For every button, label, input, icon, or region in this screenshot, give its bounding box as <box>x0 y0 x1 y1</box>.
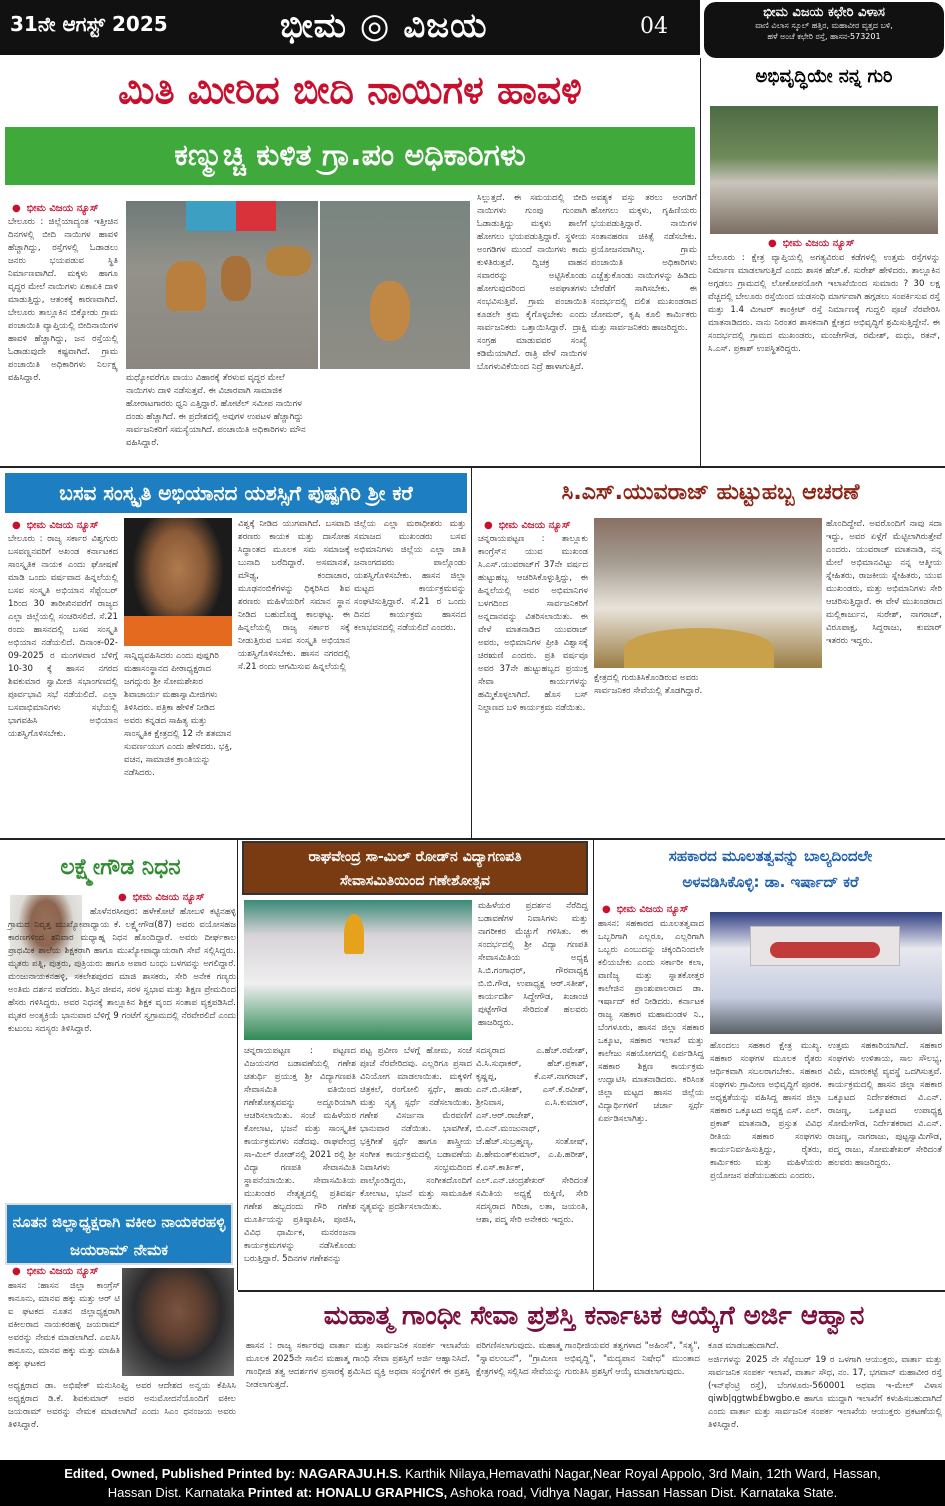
column-divider <box>700 58 701 466</box>
article-body: ಬೇಲೂರು : ಕ್ಷೇತ್ರ ವ್ಯಾಪ್ತಿಯಲ್ಲಿ ಅಗತ್ಯವಿರುವ ಕಡೆಗಳಲ್ಲಿ ಉತ್ತಮ ರಸ್ತೆಗಳನ್ನು ನಿರ್ಮಾಣ ಮಾಡಲಾಗುತ್ತಿದೆ ಎಂದು ಶಾಸಕ ಹೆಚ್.ಕೆ. ಸುರೇಶ್ ಹೇಳಿದರು. ತಾಲ್ಲೂಕಿನ ಅಗ್ಗಡಲು ಗ್ರಾಮದಲ್ಲಿ ಲೋಕೋಪಯೋಗಿ ಇಲಾಖೆಯಿಂದ ಸುಮಾರು ? 30 ಲಕ್ಷ ವೆಚ್ಚದಲ್ಲಿ ಬೇಲೂರು ರಸ್ತೆಯಿಂದ ಯಡಸಂಧಿ ಮಾರ್ಗವಾಗಿ ಹಗ್ಗಡಲು ಸಂಪರ್ಕಿಸುವ ರಸ್ತೆ ಮತ್ತು 1.4 ಮೀಟರ್ ಕಾಂಕ್ರೀಟ್ ರಸ್ತೆ ನಿರ್ಮಾಣಕ್ಕೆ ಗುದ್ದಲಿ ಪೂಜೆ ನೆರವೇರಿಸಿ ಮಾತನಾಡಿದರು. ನಾನು ನಿರಂತರ ಶಾಸಕನಾಗಿ ಕ್ಷೇತ್ರದ ಅಭಿವೃದ್ಧಿಗೆ ಶ್ರಮಿಸುತ್ತಿದ್ದೇನೆ. ಈ ಸಂದರ್ಭದಲ್ಲಿ ಗ್ರಾಮದ ಮುಖಂಡರು, ಮಂಜೇಗೌಡ, ರಮೇಶ್, ಮಧು, ರತನ್, ಸಿ.ಎಸ್. ಪ್ರಕಾಶ್ ಉಪಸ್ಥಿತರಿದ್ದರು. <box>708 253 940 354</box>
article-body: ಅರ್ಜಿಗಳನ್ನು 2025 ನೇ ಸೆಪ್ಟೆಂಬರ್ 19 ರ ಒಳಗಾಗಿ ಆಯುಕ್ತರು, ವಾರ್ತಾ ಮತ್ತು ಸಾರ್ವಜನಿಕ ಸಂಪರ್ಕ ಇಲಾಖೆ, ವಾರ್ತಾ ಸೌಧ, ನಂ. 17, ಭಗವಾನ್ ಮಹಾವೀರ ರಸ್ತೆ (ಇನ್‌ಫೆಂಟ್ರಿ ರಸ್ತೆ), ಬೆಂಗಳೂರು-560001 ಅಥವಾ ಇ-ಮೇಲ್ ವಿಳಾಸ qiwb|qgtwb£bwgbo.e ಹಾಗೂ ಮುದ್ದಾಗಿ ಇಲಾಖೆಗೆ ಕಳುಹಿಸಬಹುದಾಗಿದೆ ಎಂದು ವಾರ್ತಾ ಮತ್ತು ಸಾರ್ವಜನಿಕ ಸಂಪರ್ಕ ಇಲಾಖೆಯ ಆಯುಕ್ತರು ಪ್ರಕಟಣೆಯಲ್ಲಿ ತಿಳಿಸಿದ್ದಾರೆ. <box>708 1355 942 1430</box>
article-caption: ಮಧ್ಯೋವರೆಗೂ ವಾಯು ವಿಹಾರಕ್ಕೆ ತೆರಳುವ ವೃದ್ಧರ ಮೇಲೆ ನಾಯಿಗಳು ದಾಳಿ ನಡೆಸುತ್ತವೆ. ಈ ವಿಚಾರವಾಗಿ ಸಾಮಾಜಿಕ ಹೋರಾಟಗಾರರು ಧ್ವನಿ ಎತ್ತಿದ್ದಾರೆ. ಹೋಟೆಲ್ ಸಮೀಪ ನಾಯಿಗಳ ದಂಡು ಹೆಚ್ಚಾಗಿದೆ. ಈ ಪ್ರದೇಶದಲ್ಲಿ ಅವುಗಳ ಉಪಟಳ ಹೆಚ್ಚಾಗಿದ್ದು ಸಾರ್ವಜನಿಕರಿಗೆ ಸಮಸ್ಯೆಯಾಗಿದೆ. ಪಂಚಾಯಿತಿ ಅಧಿಕಾರಿಗಳು ಮೌನ ವಹಿಸಿದ್ದಾರೆ. <box>126 373 306 448</box>
article-body: ಅಧ್ಯಕ್ಷರಾದ ಡಾ. ಅಭಿಷೇಕ್ ಮನುಸಿಂಘ್ವಿ ಅವರ ಆದೇಶದ ಅನ್ವಯ ಕೆಪಿಸಿಸಿ ಅಧ್ಯಕ್ಷರಾದ ಡಿ.ಕೆ. ಶಿವಕುಮಾರ್ ಅವರ ಅನುಮೋದನೆಯೊಂದಿಗೆ ವಕೀಲ ಜಯರಾಮ್ ಅವರನ್ನು ನೇಮಕ ಮಾಡಲಾಗಿದೆ ಎಂದು ಸಿಎಂ ಧನಂಜಯ ಅವರು ತಿಳಿಸಿದ್ದಾರೆ. <box>8 1381 236 1430</box>
ganesha-headline <box>242 841 588 895</box>
imprint-line-2 <box>0 1483 945 1502</box>
food-vessel <box>624 628 774 668</box>
swamiji-photo <box>124 518 232 646</box>
byline: ● ಭೀಮ ವಿಜಯ ನ್ಯೂಸ್ <box>484 520 571 531</box>
article-caption: ಕ್ಷೇತ್ರದಲ್ಲಿ ಗುರುತಿಸಿಕೊಂಡಿರುವ ಅವರು ಸಾರ್ವಜನಿಕರ ಸೇವೆಯಲ್ಲಿ ತೊಡಗಿದ್ದಾರೆ. <box>594 673 703 696</box>
food-distribution-photo <box>594 518 822 668</box>
article-body: ಮಹಿಳೆಯರ ಪ್ರದರ್ಶನ ನೆರೆದಿದ್ದ ಬಡಾವಣೆಗಳ ನಿವಾಸಿಗಳು ಮತ್ತು ನಾಗರೀಕರ ಮೆಚ್ಚುಗೆ ಗಳಿಸಿತು. ಈ ಸಂದರ್ಭದಲ್ಲಿ ಶ್ರೀ ವಿದ್ಯಾ ಗಣಪತಿ ಸೇವಾಸಮಿತಿಯ ಅಧ್ಯಕ್ಷ ಸಿ.ಬಿ.ಗಂಗಾಧರ್, ಗೌರವಾಧ್ಯಕ್ಷ ಬಿ.ಬಿ.ಗೌಡ, ಉಪಾಧ್ಯಕ್ಷ ಆರ್.ಸತೀಶ್, ಕಾರ್ಯದರ್ಶಿ ಸಿದ್ದೇಗೌಡ, ಖಜಾಂಚಿ ಪುಟ್ಟೇಗೌಡ ಸೇರಿದಂತೆ ಹಲವರು ಹಾಜರಿದ್ದರು. <box>478 901 588 1028</box>
car-shape <box>236 201 276 231</box>
stray-dogs-photo <box>126 201 318 369</box>
section-divider <box>0 838 945 840</box>
article-body: ಹಾಸನ :ಹಾಸನ ಜಿಲ್ಲಾ ಕಾಂಗ್ರೆಸ್ ಕಾನೂನು, ಮಾನವ ಹಕ್ಕು ಮತ್ತು ಆರ್ ಟಿ ಐ ಘಟಕದ ನೂತನ ಜಿಲ್ಲಾಧ್ಯಕ್ಷರಾಗಿ ವಕೀಲರಾದ ನಾಯಕರಹಳ್ಳಿ ಜಯರಾಮ್ ಅವರನ್ನು ನೇಮಕ ಮಾಡಲಾಗಿದೆ. ಎಐಸಿಸಿ ಕಾನೂನು, ಮಾನವ ಹಕ್ಕು ಮತ್ತು ಮಾಹಿತಿ ಹಕ್ಕು ಘಟಕದ <box>8 1281 120 1369</box>
cooperation-headline <box>598 843 943 895</box>
cooperation-headline-line-2: ಅಳವಡಿಸಿಕೊಳ್ಳಿ: ಡಾ. ಇರ್ಷಾದ್ ಕರೆ <box>682 873 859 891</box>
dog-shape <box>266 246 311 276</box>
article-caption: ಸಾನ್ನಿಧ್ಯವಹಿಸಿದರು ಎಂದು ಪುಷ್ಪಗಿರಿ ಮಹಾಸಂಸ್ಥಾನದ ಪೀಠಾಧ್ಯಕ್ಷರಾದ ಜಗದ್ಗುರು ಶ್ರೀ ಸೋಮಶೇಖರ ಶಿವಾಚಾರ್ಯ ಮಹಾಸ್ವಾಮೀಜಿಗಳು ತಿಳಿಸಿದರು. ಪತ್ರಿಕಾ ಹೇಳಿಕೆ ನೀಡಿದ ಅವರು ಕನ್ನಡದ ಸಾಹಿತ್ಯ ಮತ್ತು ಸಾಂಸ್ಕೃತಿಕ ಕ್ಷೇತ್ರದಲ್ಲಿ 12 ನೇ ಶತಮಾನ ಸುವರ್ಣಯುಗ ಎಂದು ಹೇಳಿದರು. ಭಕ್ತಿ, ವಚನ, ಸಾಮಾಜಿಕ ಕ್ರಾಂತಿಯನ್ನು ನಡೆಸಿದರು. <box>124 651 233 778</box>
masthead <box>0 0 700 55</box>
banner-ribbon-shape <box>770 942 880 958</box>
development-headline: ಅಭಿವೃದ್ಧಿಯೇ ನನ್ನ ಗುರಿ <box>755 66 893 87</box>
issue-date: 31ನೇ ಆಗಸ್ಟ್ 2025 <box>10 12 168 36</box>
article-body: ಬೇಲೂರು : ರಾಜ್ಯ ಸರ್ಕಾರ ವಿಶ್ವಗುರು ಬಸವಣ್ಣನವರಿಗೆ ಅಖಂಡ ಕರ್ನಾಟಕದ ಸಾಂಸ್ಕೃತಿಕ ನಾಯಕ ಎಂದು ಘೋಷಣೆ ಮಾಡಿ ಒಂದು ವರ್ಷವಾದ ಹಿನ್ನಲೆಯಲ್ಲಿ ಬಸವ ಸಂಸ್ಕೃತಿ ಅಭಿಯಾನ ಸೆಪ್ಟೆಂಬರ್ 1ರಿಂದ 30 ತಾರೀಖಿನವರೆಗೆ ರಾಜ್ಯದ ಎಲ್ಲಾ ಜಿಲ್ಲೆಯಲ್ಲಿ ಸಂಚರಿಸಲಿದೆ. ಸೆ.21 ರಂದು ಹಾಸನದಲ್ಲಿ ಬಸವ ಸಂಸ್ಕೃತಿ ಅಭಿಯಾನ ನಡೆಯಲಿದೆ. ದಿನಾಂಕ-02-09-2025 ರ ಮಂಗಳವಾರ ಬೆಳಿಗ್ಗೆ 10-30 ಕ್ಕೆ ಹಾಸನ ನಗರದ ಶಿವಕುಮಾರ ಸ್ವಾಮೀಜಿ ಸಭಾಂಗಣದಲ್ಲಿ ಪೂರ್ವಭಾವಿ ಸಭೆ ನಡೆಯಲಿದೆ. ಎಲ್ಲಾ ಬಸವಾಭಿಮಾನಿಗಳು ಸಭೆಯಲ್ಲಿ ಭಾಗವಹಿಸಿ ಅಭಿಯಾನ ಯಶಸ್ವಿಗೊಳಿಸಬೇಕು. <box>8 534 118 739</box>
article-body: ಹಾಸನ : ರಾಜ್ಯ ಸರ್ಕಾರವು ವಾರ್ತಾ ಮತ್ತು ಸಾರ್ವಜನಿಕ ಸಂಪರ್ಕ ಇಲಾಖೆಯ ಮೂಲಕ 2025ನೇ ಸಾಲಿನ ಮಹಾತ್ಮ ಗಾಂಧಿ ಸೇವಾ ಪ್ರಶಸ್ತಿಗೆ ಅರ್ಜಿ ಆಹ್ವಾನಿಸಿದೆ. ಗಾಂಧೀಜಿ ತತ್ವ ಆದರ್ಶಗಳ ಪ್ರಸಾರಕ್ಕೆ ಶ್ರಮಿಸಿದ ವ್ಯಕ್ತಿ ಅಥವಾ ಸಂಸ್ಥೆಗಳಿಗೆ ಈ ಪ್ರಶಸ್ತಿ ನೀಡಲಾಗುತ್ತದೆ. <box>246 1341 470 1390</box>
article-body: ಸಿಲ್ಲುತ್ತದೆ. ಈ ಸಮಯದಲ್ಲಿ ಬೀದಿ ನಾಯಿಗಳು ಗುಂಪು ಗುಂಪಾಗಿ ಓಡಾಡುತ್ತಿದ್ದು ಮಕ್ಕಳು ಶಾಲೆಗೆ ಹೋಗಲು ಭಯಪಡುತ್ತಿದ್ದಾರೆ. ಸ್ಥಳೀಯ ಅಂಗಡಿಗಳ ಮುಂದೆ ನಾಯಿಗಳು ಕಾದು ಕುಳಿತಿರುತ್ತವೆ. ದ್ವಿಚಕ್ರ ವಾಹನ ಸವಾರರನ್ನು ಅಟ್ಟಿಸಿಕೊಂಡು ಹೋಗುವುದರಿಂದ ಅಪಘಾತಗಳು ಸಂಭವಿಸುತ್ತಿವೆ. ಗ್ರಾಮ ಪಂಚಾಯಿತಿ ಕೂಡಲೇ ಕ್ರಮ ಕೈಗೊಳ್ಳಬೇಕು ಎಂದು ಸಾರ್ವಜನಿಕರು ಒತ್ತಾಯಿಸಿದ್ದಾರೆ. ದ್ರಾಕ್ಷಿ ಸಂಗ್ರಹ ಮಾಡುವವರ ಸಂಖ್ಯೆ ಕಡಿಮೆಯಾಗಿದೆ. ರಾತ್ರಿ ವೇಳೆ ನಾಯಿಗಳ ಬೊಗಳುವಿಕೆಯಿಂದ ನಿದ್ರೆ ಹಾಳಾಗುತ್ತಿದೆ. <box>477 193 587 372</box>
article-body: ಬೇಲೂರು : ಜಿಲ್ಲೆಯಾದ್ಯಂತ ಇತ್ತೀಚಿನ ದಿನಗಳಲ್ಲಿ ಬೀದಿ ನಾಯಿಗಳ ಹಾವಳಿ ಹೆಚ್ಚಾಗಿದ್ದು, ರಸ್ತೆಗಳಲ್ಲಿ ಓಡಾಡಲು ಜನರು ಭಯಪಡುವ ಸ್ಥಿತಿ ನಿರ್ಮಾಣವಾಗಿದೆ. ಮಕ್ಕಳು ಹಾಗೂ ವೃದ್ಧರ ಮೇಲೆ ನಾಯಿಗಳು ಏಕಾಏಕಿ ದಾಳಿ ಮಾಡುತ್ತಿದ್ದು, ಆತಂಕಕ್ಕೆ ಕಾರಣವಾಗಿದೆ. ಬೇಲೂರು ತಾಲ್ಲೂಕಿನ ಬಿಕ್ಕೋಡು ಗ್ರಾಮ ಪಂಚಾಯಿತಿ ವ್ಯಾಪ್ತಿಯಲ್ಲಿ ಬೀದಿನಾಯಿಗಳ ಹಾವಳಿ ಹೆಚ್ಚಾಗಿದ್ದು, ಜನ ರಸ್ತೆಯಲ್ಲಿ ಓಡಾಡುವುದೇ ಕಷ್ಟವಾಗಿದೆ. ಗ್ರಾಮ ಪಂಚಾಯಿತಿ ಅಧಿಕಾರಿಗಳು ನಿರ್ಲಕ್ಷ್ಯ ವಹಿಸಿದ್ದಾರೆ. <box>8 217 118 383</box>
ganesha-group-photo <box>244 900 472 1040</box>
dogs-subhead: ಕಣ್ಮುಚ್ಚಿ ಕುಳಿತ ಗ್ರಾ.ಪಂ ಅಧಿಕಾರಿಗಳು <box>5 127 695 185</box>
imprint-footer <box>0 1460 945 1506</box>
article-body: ಚನ್ನರಾಯಪಟ್ಟಣ : ತಾಲ್ಲೂಕು ಕಾಂಗ್ರೆಸ್‌ನ ಯುವ ಮುಖಂಡ ಸಿ.ಎಸ್.ಯುವರಾಜ್‌ಗೆ 37ನೇ ವರ್ಷದ ಹುಟ್ಟುಹಬ್ಬ ಆಚರಿಸಿಕೊಳ್ಳುತ್ತಿದ್ದು, ಈ ಹಿನ್ನಲೆಯಲ್ಲಿ ಅವರ ಅಭಿಮಾನಿಗಳ ಬಳಗದಿಂದ ಸಾರ್ವಜನಿಕರಿಗೆ ಅನ್ನದಾನವನ್ನು ವಿತರಿಸಲಾಯಿತು. ಈ ವೇಳೆ ಮಾತನಾಡಿದ ಯುವರಾಜ್ ಅವರು, ಅಭಿಮಾನಿಗಳ ಪ್ರೀತಿ ವಿಶ್ವಾಸಕ್ಕೆ ಚಿರಋಣಿ ಎಂದರು. ಪ್ರತಿ ವರ್ಷವೂ ಅವರ 37ನೇ ಹುಟ್ಟುಹಬ್ಬದ ಪ್ರಯುಕ್ತ ಸೇವಾ ಕಾರ್ಯಗಳನ್ನು ಹಮ್ಮಿಕೊಳ್ಳಲಾಗಿದೆ. ಹೊಸ ಬಸ್ ನಿಲ್ದಾಣದ ಬಳಿ ಕಾರ್ಯಕ್ರಮ ನಡೆಯಿತು. <box>478 534 588 713</box>
office-address-box <box>704 2 944 58</box>
byline: ● ಭೀಮ ವಿಜಯ ನ್ಯೂಸ್ <box>12 203 99 214</box>
dogs-headline: ಮಿತಿ ಮೀರಿದ ಬೀದಿ ನಾಯಿಗಳ ಹಾವಳಿ <box>118 68 582 112</box>
ganesha-headline-line-2: ಸೇವಾಸಮಿತಿಯಿಂದ ಗಣೇಶೋತ್ಸವ <box>339 873 491 889</box>
article-body: ಅವಶ್ಯಕ ವಸ್ತು ತರಲು ಅಂಗಡಿಗೆ ಹೋಗಲು ಮಕ್ಕಳು, ಗೃಹಿಣಿಯರು ಭಯಪಡುತ್ತಿದ್ದಾರೆ. ನಾಯಿಗಳ ಸಂತಾನಹರಣ ಚಿಕಿತ್ಸೆ ನಡೆಸಬೇಕು. ಪ್ರಯೋಜನವಾಗಿಲ್ಲ. ಗ್ರಾಮ ಪಂಚಾಯಿತಿ ಅಧಿಕಾರಿಗಳು ಎಚ್ಚೆತ್ತುಕೊಂಡು ನಾಯಿಗಳನ್ನು ಹಿಡಿದು ಬೇರೆಡೆಗೆ ಸಾಗಿಸಬೇಕು. ಈ ಸಂದರ್ಭದಲ್ಲಿ ದಲಿತ ಮುಖಂಡರಾದ ಜೋಮರ್, ಕೃಷಿ ಕೂಲಿ ಕಾರ್ಮಿಕರು ಮತ್ತು ಸಾರ್ವಜನಿಕರು ಹಾಜರಿದ್ದರು. <box>591 193 697 333</box>
section-divider <box>0 466 945 468</box>
ganesha-headline-line-1: ರಾಘವೇಂದ್ರ ಸಾ-ಮಿಲ್ ರೋಡ್‌ನ ವಿದ್ಯಾಗಣಪತಿ <box>308 849 522 865</box>
imprint-address: Karthik Nilaya,Hemavathi Nagar,Near Royal Appolo, 3rd Main, 12th Ward, Hassan, <box>401 1466 881 1481</box>
column-divider <box>237 840 238 1290</box>
byline: ● ಭೀಮ ವಿಜಯ ನ್ಯೂಸ್ <box>602 904 689 915</box>
basava-headline: ಬಸವ ಸಂಸ್ಕೃತಿ ಅಭಿಯಾನದ ಯಶಸ್ಸಿಗೆ ಪುಷ್ಪಗಿರಿ ಶ್ರೀ ಕರೆ <box>5 473 467 513</box>
article-body: ಜಿಲ್ಲೆಯ ಎಲ್ಲಾ ಮಠಾಧೀಶರು ಮತ್ತು ಸಮಾಜದ ಮುಖಂಡರು ಬಸವ ಅಭಿಮಾನಿಗಳು ಜಿಲ್ಲೆಯ ಎಲ್ಲಾ ಜಾತಿ ಜನಾಂಗದವರು ಪಾಲ್ಗೊಂಡು ಯಶಸ್ವಿಗೊಳಿಸಬೇಕು. ಹಾಸನ ಜಿಲ್ಲಾ ಮಟ್ಟದ ಕಾರ್ಯಕ್ರಮವನ್ನು ಸಂಘಟಿಸುತ್ತಿದ್ದಾರೆ. ಸೆ.21 ರ ಒಂದು ದಿನದ ಕಾರ್ಯಕ್ರಮ ಹಾಸನದ ಕಲಾಭವನದಲ್ಲಿ ನಡೆಯಲಿದೆ ಎಂದರು. <box>354 519 466 633</box>
article-body: ಚನ್ನರಾಯಪಟ್ಟಣ : ಪಟ್ಟಣದ ವಿಜಯನಗರ ಬಡಾವಣೆಯಲ್ಲಿ ಗಣೇಶ ಚತುರ್ಥಿ ಪ್ರಯುಕ್ತ ಶ್ರೀ ವಿದ್ಯಾಗಣಪತಿ ಸೇವಾಸಮಿತಿ ವತಿಯಿಂದ ಗಣೇಶೋತ್ಸವವನ್ನು ಅದ್ದೂರಿಯಾಗಿ ಆಚರಿಸಲಾಯಿತು. ಸಂಜೆ ಮಹಿಳೆಯರ ಕೋಲಾಟ, ಭಜನೆ ಮತ್ತು ಸಾಂಸ್ಕೃತಿಕ ಕಾರ್ಯಕ್ರಮಗಳು ನಡೆದವು. ರಾಘವೇಂದ್ರ ಸಾ-ಮಿಲ್ ರೋಡ್‌ನಲ್ಲಿ 2021 ರಲ್ಲಿ ಶ್ರೀ ವಿದ್ಯಾ ಗಣಪತಿ ಸೇವಾಸಮಿತಿ ಸ್ಥಾಪನೆಯಾಯಿತು. ಸೇವಾಸಮಿತಿಯ ಮುಖಂಡರ ನೇತೃತ್ವದಲ್ಲಿ ಪ್ರತಿವರ್ಷ ಗಣೇಶ ಹಬ್ಬದಂದು ಗೌರಿ ಗಣೇಶ ಮೂರ್ತಿಯನ್ನು ಪ್ರತಿಷ್ಠಾಪಿಸಿ, ಪೂಜಿಸಿ, ವಿವಿಧ ಧಾರ್ಮಿಕ, ಮನರಂಜನಾ ಕಾರ್ಯಕ್ರಮಗಳನ್ನು ನಡೆಸಿಕೊಂಡು ಬರುತ್ತಿದ್ದಾರೆ. 5ದಿನಗಳ ಗಣೇಶನನ್ನು <box>244 1046 356 1264</box>
article-body: ಪಟ್ಟ ಪ್ರವೀಣ ಬೆಳಗ್ಗೆ ಹೋಮ, ಸಂಜೆ ಪೂಜೆ ನೆರವೇರಿದವು. ಎಲ್ಲರಿಗೂ ಪ್ರಸಾದ ವಿನಿಯೋಗ ಮಾಡಲಾಯಿತು. ಮಕ್ಕಳಿಗೆ ಚಿತ್ರಕಲೆ, ರಂಗೋಲಿ ಸ್ಪರ್ಧೆ, ಹಾಡು ಮತ್ತು ನೃತ್ಯ ಸ್ಪರ್ಧೆ ನಡೆಸಲಾಯಿತು. ಗಣೇಶ ವಿಸರ್ಜನಾ ಮೆರವಣಿಗೆ ಭಾನುವಾರ ನಡೆಯಿತು. ಭಾವಗೀತೆ, ಭಕ್ತಿಗೀತೆ ಸ್ಪರ್ಧೆ ಹಾಗೂ ಶಾಸ್ತ್ರೀಯ ಸಂಗೀತ ಕಾರ್ಯಕ್ರಮದಲ್ಲಿ ಬಡಾವಣೆಯ ನಿವಾಸಿಗಳು ಸಂಭ್ರಮದಿಂದ ಪಾಲ್ಗೊಂಡಿದ್ದರು, ಸಂಗೀತದೊಂದಿಗೆ ಕೋಲಾಟ, ಭಜನೆ ಮತ್ತು ಸಾಮೂಹಿಕ ನೃತ್ಯವನ್ನು ಪ್ರದರ್ಶಿಸಲಾಯಿತು. <box>360 1046 472 1212</box>
article-body: ಕೂಡ ಮಾಡಬಹುದಾಗಿದೆ. <box>708 1341 779 1351</box>
office-title: ಭೀಮ ವಿಜಯ ಕಛೇರಿ ವಿಳಾಸ <box>763 5 885 20</box>
page-number: 04 <box>640 14 668 39</box>
jayaram-headline: ನೂತನ ಜಿಲ್ಲಾಧ್ಯಕ್ಷರಾಗಿ ವಕೀಲ ನಾಯಕರಹಳ್ಳಿ ಜಯರಾಮ್ ನೇಮಕ <box>5 1203 233 1265</box>
robe-shape <box>124 616 232 646</box>
newspaper-logo: ಭೀಮ ◎ ವಿಜಯ <box>280 6 488 46</box>
groundbreaking-photo <box>710 106 938 234</box>
cooperation-headline-line-1: ಸಹಕಾರದ ಮೂಲತತ್ವವನ್ನು ಬಾಲ್ಯದಿಂದಲೇ <box>668 847 873 865</box>
ganesha-idol-shape <box>344 914 364 954</box>
article-body: ಹೊಂದಿದ್ದೇವೆ. ಅವರೊಂದಿಗೆ ನಾವು ಸದಾ ಇದ್ದು, ಅವರ ಏಳ್ಗೆಗೆ ಮೆಟ್ಟಿಲಾಗಿರುತ್ತೇವೆ ಎಂದರು. ಯುವರಾಜ್ ಮಾತನಾಡಿ, ನನ್ನ ಮೇಲೆ ಅಭಿಮಾನವಿಟ್ಟು ನನ್ನ ಆತ್ಮೀಯ ಸ್ನೇಹಿತರು, ರಾಜಕೀಯ ಸ್ನೇಹಿತರು, ಯುವ ಮುಖಂಡರು, ಮತ್ತು ಅಭಿಮಾನಿಗಳು ಸೇರಿ ಆಚರಿಸುತ್ತಿದ್ದಾರೆ. ಈ ವೇಳೆ ಮುಖಂಡರಾದ ಮಲ್ಲಿಕಾರ್ಜುನ, ಸುರೇಶ್, ನಾಗರಾಜ್, ವಿರೂಪಾಕ್ಷ, ಸಿದ್ದರಾಜು, ಕುಮಾರ್ ಇತರರು ಇದ್ದರು. <box>826 519 942 646</box>
byline: ● ಭೀಮ ವಿಜಯ ನ್ಯೂಸ್ <box>12 520 99 531</box>
column-divider <box>471 468 472 838</box>
byline: ● ಭೀಮ ವಿಜಯ ನ್ಯೂಸ್ <box>768 238 855 249</box>
imprint-line-1 <box>0 1464 945 1483</box>
dog-shape <box>370 281 410 341</box>
section-divider <box>238 1290 945 1292</box>
article-body: ಹೊಳೆನರಸೀಪುರ: ಹಳೇಕೋಟೆ ಹೋಬಳಿ ಕಟ್ಟಿನಹಳ್ಳಿ ಗ್ರಾಮದ ನಿವೃತ್ತ ಮುಖ್ಯೋಪಾಧ್ಯಾಯ ಕೆ. ಲಕ್ಷ್ಮೇಗೌಡ(87) ಅವರು ವಯೋಸಹಜ ಕಾರಣಗಳಿಂದ ಶನಿವಾರ ಮಧ್ಯಾಹ್ನ ನಿಧನ ಹೊಂದಿದ್ದಾರೆ. ಅವರು ದೀರ್ಘಕಾಲ ಪ್ರಾಥಮಿಕ ಶಾಲೆಯ ಶಿಕ್ಷಕರಾಗಿ ಹಾಗೂ ಮುಖ್ಯೋಪಾಧ್ಯಾಯರಾಗಿ ಸೇವೆ ಸಲ್ಲಿಸಿದ್ದರು. ಮೃತರು ಪತ್ನಿ, ಪುತ್ರರು, ಪುತ್ರಿಯರು ಹಾಗೂ ಅಪಾರ ಬಂಧು ಬಳಗವನ್ನು ಅಗಲಿದ್ದಾರೆ. ಮಂಜುನಾಯಕನಹಳ್ಳಿ, ಸಕಲೇಶಪುರದ ಮಾಜಿ ಶಾಸಕರು, ಸೇರಿ ಅನೇಕ ಗಣ್ಯರು ಅಂತಿಮ ದರ್ಶನ ಪಡೆದರು. ಶಿಸ್ತಿನ ಜೀವನ, ಸರಳ ಸ್ವಭಾವ ಮತ್ತು ಶಿಕ್ಷಣ ಪ್ರೇಮದಿಂದ ಹೆಸರು ಗಳಿಸಿದ್ದರು. ಅವರ ನಿಧನಕ್ಕೆ ತಾಲ್ಲೂಕಿನ ಶಿಕ್ಷಕ ವೃಂದ ಸಂತಾಪ ವ್ಯಕ್ತಪಡಿಸಿದೆ. ಮೃತರ ಅಂತ್ಯಕ್ರಿಯೆ ಭಾನುವಾರ ಬೆಳಿಗ್ಗೆ 9 ಗಂಟೆಗೆ ಸ್ವಗ್ರಾಮದಲ್ಲಿ ನೆರವೇರಲಿದೆ ಎಂದು ಕುಟುಂಬ ಸದಸ್ಯರು ತಿಳಿಸಿದ್ದಾರೆ. <box>8 907 236 1034</box>
obituary-headline: ಲಕ್ಷ್ಮೇಗೌಡ ನಿಧನ <box>60 855 181 880</box>
yuvaraj-headline: ಸಿ.ಎಸ್.ಯುವರಾಜ್ ಹುಟ್ಟುಹಬ್ಬ ಆಚರಣೆ <box>561 480 860 505</box>
dog-shape <box>221 256 251 301</box>
dog-shape <box>166 261 206 311</box>
column-divider <box>593 840 594 1290</box>
article-body: ಹೊಂದಲು ಸಹಕಾರ ಕ್ಷೇತ್ರ ಮುಖ್ಯ. ಸಹಕಾರ ಸಂಘಗಳ ಮೂಲಕ ರೈತರು ಆರ್ಥಿಕವಾಗಿ ಸಬಲರಾಗಬೇಕು. ಸಹಕಾರ ಸಂಘಗಳು ಗ್ರಾಮೀಣ ಅಭಿವೃದ್ಧಿಗೆ ಪೂರಕ. ಅಧ್ಯಕ್ಷತೆಯನ್ನು ವಹಿಸಿದ್ದ ಹಾಸನ ಜಿಲ್ಲಾ ಸಹಕಾರ ಒಕ್ಕೂಟದ ಅಧ್ಯಕ್ಷ ಎಸ್. ಎಲ್. ಪ್ರಕಾಶ್ ಮಾತನಾಡಿ, ಪ್ರಸ್ತುತ ವಿವಿಧ ರೀತಿಯ ಸಹಕಾರ ಸಂಘಗಳು ಕಾರ್ಯನಿರ್ವಹಿಸುತ್ತಿದ್ದು, ರೈತರು, ಕಾರ್ಮಿಕರು ಮತ್ತು ಮಹಿಳೆಯರು ಪ್ರಯೋಜನ ಪಡೆಯಬಹುದು ಎಂದರು. <box>710 1041 822 1181</box>
lawyer-photo <box>122 1268 234 1376</box>
article-body: ಪರಿಗಣಿಸಲಾಗುವುದು. ಮಹಾತ್ಮ ಗಾಂಧೀಜಿಯವರ ತತ್ವಗಳಾದ "ಅಹಿಂಸೆ", "ಸತ್ಯ", "ಸ್ವಾವಲಂಬನೆ", "ಗ್ರಾಮೀಣ ಅಭಿವೃದ್ಧಿ", "ಮದ್ಯಪಾನ ನಿಷೇಧ" ಮುಂತಾದ ಕ್ಷೇತ್ರಗಳಲ್ಲಿ ಸಲ್ಲಿಸಿದ ಸೇವೆಯನ್ನು ಗುರುತಿಸಿ ಪ್ರಶಸ್ತಿಗೆ ಆಯ್ಕೆ ಮಾಡಲಾಗುವುದು. <box>476 1341 700 1377</box>
article-body: ವಿಶ್ವಕ್ಕೆ ನೀಡಿದ ಯುಗವಾಗಿದೆ. ಬಸವಾದಿ ಶರಣರು ಕಾಯಕ ಮತ್ತು ದಾಸೋಹ ಸಿದ್ಧಾಂತದ ಮೂಲಕ ಸಮ ಸಮಾಜಕ್ಕೆ ಬುನಾದಿ ಬರೆದಿದ್ದಾರೆ. ಅಸಮಾನತೆ, ಮೌಢ್ಯ, ಕಂದಾಚಾರ, ಮೂಢನಂಬಿಕೆಗಳನ್ನು ಧಿಕ್ಕರಿಸಿದ ಶಿವ ಶರಣರು ಮಹಿಳೆಯರಿಗೆ ಸಮಾನ ಸ್ಥಾನ ನೀಡಿದ ಬಹುದೊಡ್ಡ ಕಾಲಘಟ್ಟ. ಈ ಹಿನ್ನಲೆಯಲ್ಲಿ ರಾಜ್ಯ ಸರ್ಕಾರ ಸಕ್ಕೆ ನೀಡುತ್ತಿರುವ ಬಸವ ಸಂಸ್ಕೃತಿ ಅಭಿಯಾನ ಯಶಸ್ವಿಗೊಳಿಸಬೇಕು. ಹಾಸನ ನಗರದಲ್ಲಿ ಸೆ.21 ರಂದು ಆಗಮಿಸುವ ಹಿನ್ನಲೆಯಲ್ಲಿ <box>238 519 350 672</box>
imprint-printer-address: Ashoka road, Vidhya Nagar, Hassan Hassan Dist. Karnataka State. <box>447 1485 838 1500</box>
imprint-publisher-label: Edited, Owned, Published Printed by: NAGARAJU.H.S. <box>64 1466 402 1481</box>
gandhi-award-headline: ಮಹಾತ್ಮ ಗಾಂಧೀ ಸೇವಾ ಪ್ರಶಸ್ತಿ ಕರ್ನಾಟಕ ಆಯ್ಕೆಗೆ ಅರ್ಜಿ ಆಹ್ವಾನ <box>323 1301 865 1331</box>
office-address-line: ವಾಣಿ ವಿಲಾಸ ಸ್ಕೂಲ್ ಹತ್ತಿರ, ಮಹಾವೀರ ವೃತ್ತದ ಬಳಿ, <box>755 21 893 30</box>
imprint-district: Hassan Dist. Karnataka <box>107 1485 248 1500</box>
article-body: ಸದಸ್ಯರಾದ ಎ.ಹೆಚ್.ರಮೇಶ್, ವಿ.ಸಿ.ಸುಧಾಕರ್, ಹೆಚ್.ಪ್ರಕಾಶ್, ಕೃಷ್ಣಪ್ಪ, ಕೆ.ಎಸ್.ನಾಗರಾಜ್, ಎನ್.ಬಿ.ಸತೀಶ್, ಎಸ್.ಕೆ.ರವೀಶ್, ಶ್ರೀನಿವಾಸ, ಎ.ಸಿ.ಕುಮಾರ್, ಎಸ್.ಆರ್.ರಾಜೇಶ್, ಬಿ.ಎನ್.ಮಂಜುನಾಥ್, ಜೆ.ಹೆಚ್.ಸುಬ್ರಹ್ಮಣ್ಯ, ಸಂತೋಷ್, ಪಿ.ಹೇಮಂತ್‌ಕುಮಾರ್, ಎ.ಪಿ.ಹರೀಶ್, ಕೆ.ಎಸ್.ಕಾರ್ತಿಕ್, ಎಲ್.ಎನ್.ಚಂದ್ರಶೇಖರ್ ಸೇರಿದಂತೆ ಸಮಿತಿಯ ಅಧ್ಯಕ್ಷೆ ರುಕ್ಮಿಣಿ, ಸೇರಿ ಸದಸ್ಯರಾದ ಗಿರಿಜಾ, ಲತಾ, ಜಯಂತಿ, ಆಶಾ, ಪದ್ಮ ಸೇರಿ ಅನೇಕರು ಇದ್ದರು. <box>476 1046 588 1225</box>
stray-dogs-photo-extension <box>320 201 470 369</box>
office-address-line: ಹಳೆ ಅಂಚೆ ಕಛೇರಿ ರಸ್ತೆ, ಹಾಸನ-573201 <box>767 32 881 41</box>
article-body: ಉತ್ತಮ ಸಹಕಾರಿಯಾಗಿದೆ. ಸಹಕಾರ ಸಂಘಗಳು ಉಳಿತಾಯ, ಸಾಲ ಸೌಲಭ್ಯ, ವಿಮೆ, ಮಾರುಕಟ್ಟೆ ವ್ಯವಸ್ಥೆ ಒದಗಿಸುತ್ತವೆ. ಕಾರ್ಯಕ್ರಮದಲ್ಲಿ ಹಾಸನ ಜಿಲ್ಲಾ ಸಹಕಾರ ಒಕ್ಕೂಟದ ನಿರ್ದೇಶಕರಾದ ವಿ.ಎನ್. ರಾಜಣ್ಣ, ಒಕ್ಕೂಟದ ಉಪಾಧ್ಯಕ್ಷ ಸೋಮೇಗೌಡ, ನಿರ್ದೇಶಕರಾದ ವಿ.ಎನ್. ರಾಜಣ್ಣ, ನಾಗರಾಜು, ಪುಟ್ಟಸ್ವಾಮಿಗೌಡ, ಪದ್ಮ ರಾಜು, ಸೋಮಶೇಖರ್ ಸೇರಿದಂತೆ ಹಲವರು ಹಾಜರಿದ್ದರು. <box>828 1041 942 1168</box>
article-body: ಹಾಸನ: ಸಹಕಾರದ ಮೂಲತತ್ವವಾದ ಒಬ್ಬರಿಗಾಗಿ ಎಲ್ಲರೂ, ಎಲ್ಲರಿಗಾಗಿ ಒಬ್ಬರು ಎಂಬುದನ್ನು ಚಿಕ್ಕಂದಿನಿಂದಲೇ ಕಲಿಯಬೇಕು ಎಂದು ಸರ್ಕಾರೀ ಕಲಾ, ವಾಣಿಜ್ಯ ಮತ್ತು ಸ್ನಾತಕೋತ್ತರ ಕಾಲೇಜಿನ ಪ್ರಾಂಶುಪಾಲರಾದ ಡಾ. ಇರ್ಷಾದ್ ಕರೆ ನೀಡಿದರು. ಕರ್ನಾಟಕ ರಾಜ್ಯ ಸಹಕಾರ ಮಹಾಮಂಡಳ ನಿ., ಬೆಂಗಳೂರು, ಹಾಸನ ಜಿಲ್ಲಾ ಸಹಕಾರ ಒಕ್ಕೂಟ, ಸಹಕಾರ ಇಲಾಖೆ ಮತ್ತು ಕಾಲೇಜು ಸಹಯೋಗದಲ್ಲಿ ಏರ್ಪಡಿಸಿದ್ದ ಸಹಕಾರ ಶಿಕ್ಷಣ ಕಾರ್ಯಕ್ರಮ ಉದ್ಘಾಟಿಸಿ ಮಾತನಾಡಿದರು. ಕರಿಸಿಂತ ಜಿಲ್ಲಾ ಮಟ್ಟದ ಹಾಸನ ಜಿಲ್ಲೆಯ ವಿದ್ಯಾರ್ಥಿಗಳಿಗೆ ಚರ್ಚಾ ಸ್ಪರ್ಧೆ ಏರ್ಪಡಿಸಲಾಗಿತ್ತು. <box>598 919 704 1124</box>
byline: ● ಭೀಮ ವಿಜಯ ನ್ಯೂಸ್ <box>118 892 205 903</box>
cooperation-event-photo <box>710 912 942 1034</box>
byline: ● ಭೀಮ ವಿಜಯ ನ್ಯೂಸ್ <box>12 1266 99 1277</box>
imprint-printer-label: Printed at: HONALU GRAPHICS, <box>247 1485 448 1500</box>
